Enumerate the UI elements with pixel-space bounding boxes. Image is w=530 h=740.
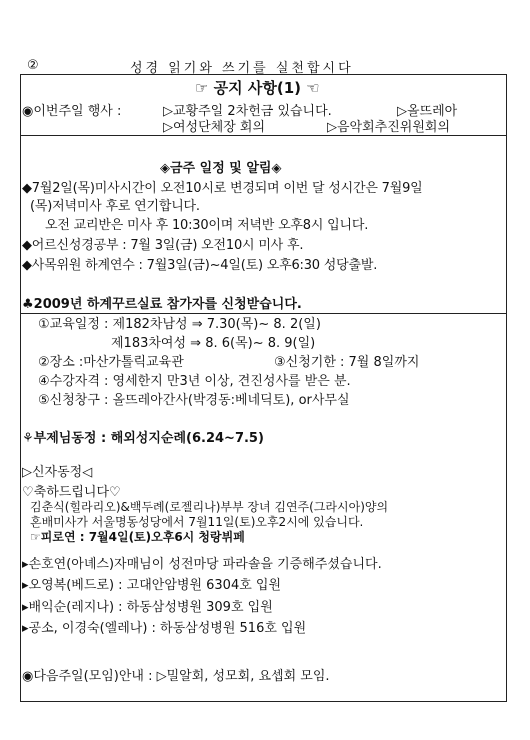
notice-item: ◆7월2일(목)미사시간이 오전10시로 변경되며 이번 달 성시간은 7월9일 [22,181,423,196]
event-item: ▷음악회추진위원회의 [327,120,451,135]
notice-item: ◆사목위원 하계연수 : 7월3일(금)~4일(토) 오후6:30 성당출발. [22,258,378,273]
page-motto: 성경 읽기와 쓰기를 실천합시다 [130,61,354,76]
deacon-news: ⚘부제님동정 : 해외성지순례(6.24~7.5) [22,431,264,446]
event-item: ▷올뜨레아 [397,104,458,119]
wedding-line: 김춘식(힐라리오)&백두례(로젤리나)부부 장녀 김연주(그라시아)양의 [30,500,389,514]
wedding-line: 혼배미사가 서울명동성당에서 7월11일(토)오후2시에 있습니다. [30,515,364,529]
notice-title: ☞ 공지 사항(1) ☜ [195,79,320,97]
donation-line: ▸손호연(아녜스)자매님이 성전마당 파라솔을 기증해주셨습니다. [22,557,382,572]
notice-item: 오전 교리반은 미사 후 10:30이며 저녁반 오후8시 입니다. [45,218,369,233]
hospital-line: ▸공소, 이경숙(엘레나) : 하동삼성병원 516호 입원 [22,621,307,636]
event-item: ▷여성단체장 회의 [163,120,266,135]
notice-item: ◆어르신성경공부 : 7월 3일(금) 오전10시 미사 후. [22,238,304,253]
news-heading: ▷신자동정◁ [22,465,93,480]
retreat-line: ②장소 :마산가톨릭교육관 [38,355,184,370]
event-label: ◉이번주일 행사 : [22,104,122,119]
retreat-line: ③신청기한 : 7월 8일까지 [274,355,420,370]
page-number: ② [27,58,39,73]
hospital-line: ▸배익순(레지나) : 하동삼성병원 309호 입원 [22,600,273,615]
week-heading: ◈금주 일정 및 알림◈ [160,161,282,176]
notice-item: (목)저녁미사 후로 연기합니다. [30,199,200,214]
retreat-line: ⑤신청창구 : 올뜨레아간사(박경동:베네딕토), or사무실 [38,393,350,408]
retreat-line: ④수강자격 : 영세한지 만3년 이상, 견진성사를 받은 분. [38,374,351,389]
retreat-line: 제183차여성 ⇒ 8. 6(목)~ 8. 9(일) [111,336,316,351]
congrats-heading: ♡축하드립니다♡ [22,485,121,500]
retreat-line: ①교육일정 : 제182차남성 ⇒ 7.30(목)~ 8. 2(일) [38,317,321,332]
event-item: ▷교황주일 2차헌금 있습니다. [163,104,332,119]
hospital-line: ▸오영복(베드로) : 고대안암병원 6304호 입원 [22,578,282,593]
reception-line: ☞피로연 : 7월4일(토)오후6시 청랑뷔페 [30,530,245,544]
retreat-title: ♣2009년 하계꾸르실료 참가자를 신청받습니다. [22,297,302,312]
divider [20,313,507,314]
next-week-notice: ◉다음주일(모임)안내 : ▷밀알회, 성모회, 요셉회 모임. [22,669,330,684]
